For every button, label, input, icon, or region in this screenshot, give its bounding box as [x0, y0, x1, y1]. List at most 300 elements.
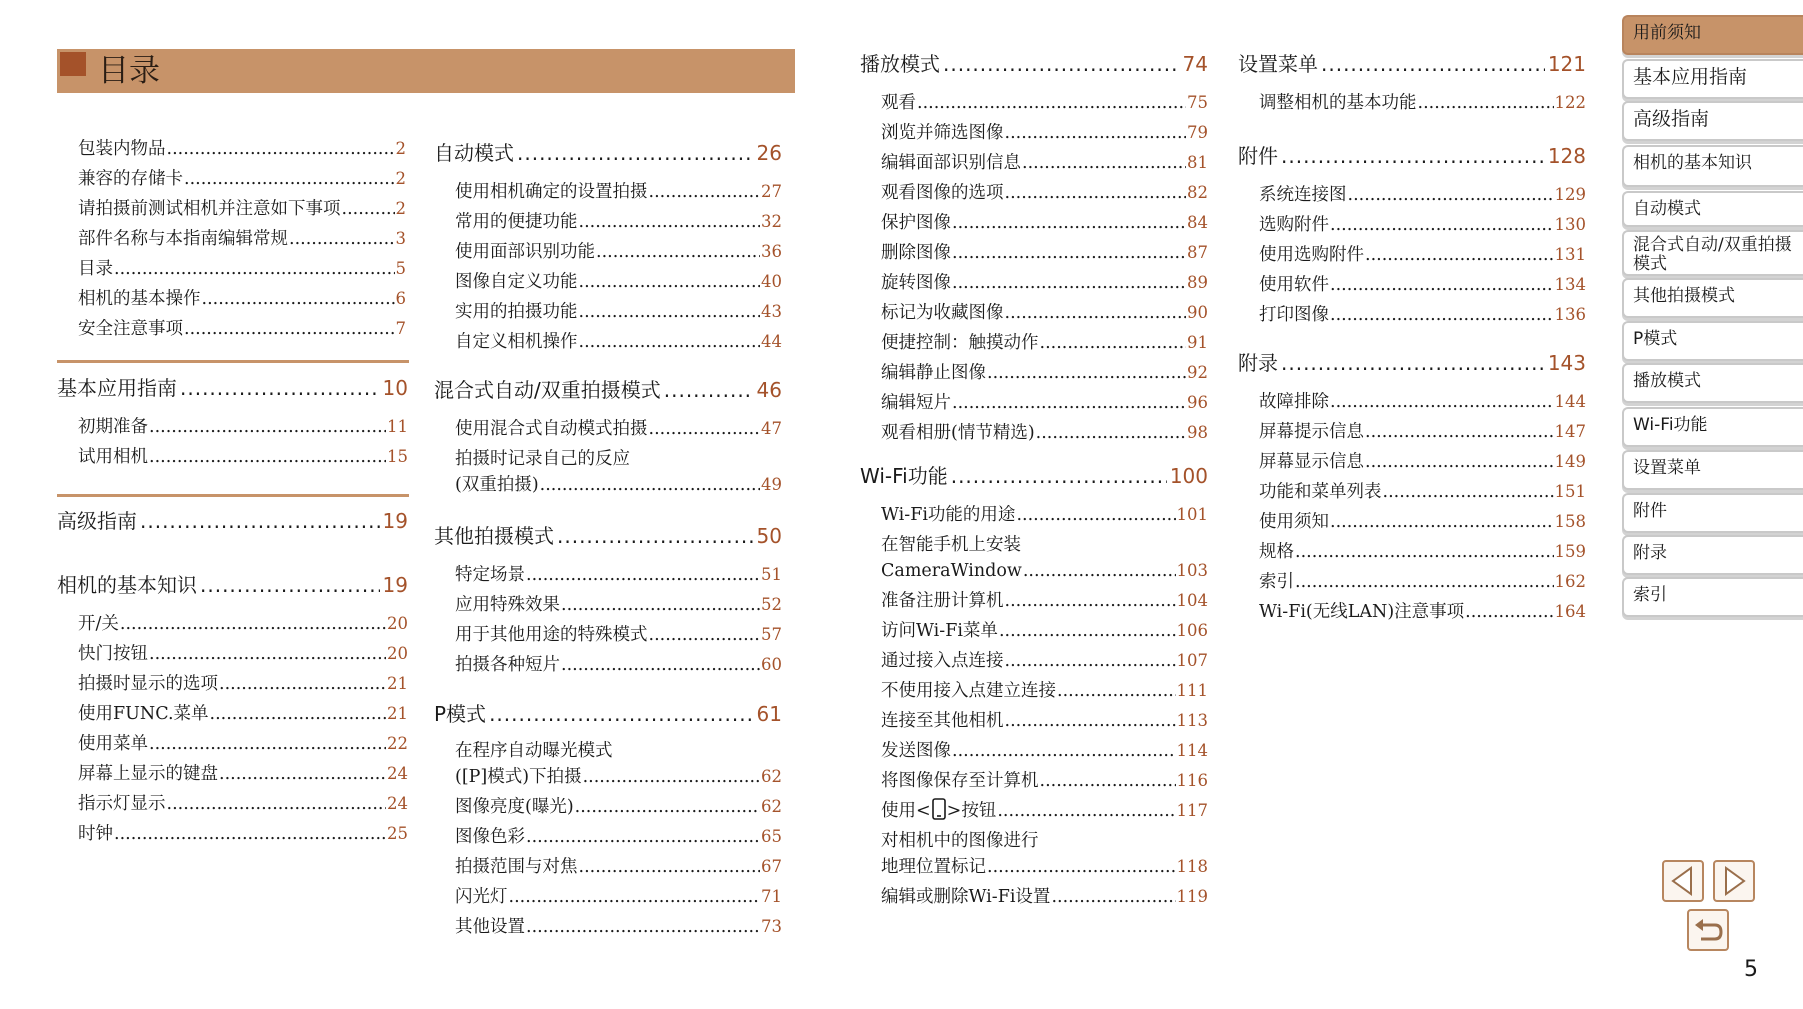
toc-entry-title: 使用FUNC.菜单: [78, 704, 209, 724]
toc-entry-page: 151: [1554, 482, 1586, 501]
toc-entry-title: 使用面部识别功能: [455, 242, 595, 262]
toc-entry-page: 36: [761, 242, 782, 261]
toc-heading[interactable]: [57, 505, 408, 534]
toc-heading[interactable]: [860, 48, 1208, 77]
toc-entry[interactable]: [1259, 180, 1586, 210]
toc-entry-title: Wi-Fi功能的用途: [881, 505, 1016, 525]
sidebar-tab[interactable]: 设置菜单: [1622, 450, 1803, 490]
toc-entry-page: 89: [1187, 273, 1208, 292]
dot-leader: [202, 285, 395, 314]
toc-heading-page: 10: [382, 376, 408, 400]
toc-entry[interactable]: [881, 268, 1208, 298]
toc-entry-page: 75: [1187, 93, 1208, 112]
dot-leader: [579, 208, 761, 237]
dot-leader: [649, 415, 761, 444]
toc-entry-page: 60: [761, 655, 782, 674]
toc-entry-page: 96: [1187, 393, 1208, 412]
dot-leader: [1281, 144, 1545, 168]
toc-entry[interactable]: [455, 822, 782, 852]
toc-entry-title: 选购附件: [1259, 215, 1329, 235]
toc-entry-page: 47: [761, 419, 782, 438]
toc-entry-page: 136: [1554, 305, 1586, 324]
return-button[interactable]: [1687, 909, 1729, 951]
toc-entry-title: 拍摄时显示的选项: [78, 674, 218, 694]
toc-entry-page: 117: [1176, 801, 1208, 820]
toc-entry-title: 索引: [1259, 572, 1294, 592]
toc-entry[interactable]: [455, 177, 782, 207]
dot-leader: [579, 853, 761, 882]
toc-heading-title: 高级指南: [57, 509, 137, 533]
toc-heading-title: 混合式自动/双重拍摄模式: [434, 378, 661, 402]
toc-entry-page: 21: [387, 674, 408, 693]
toc-entry-title: 相机的基本操作: [78, 289, 201, 309]
toc-entry-title: 图像自定义功能: [455, 272, 578, 292]
sidebar-tab[interactable]: 基本应用指南: [1622, 59, 1803, 99]
sidebar-tab[interactable]: 相机的基本知识: [1622, 145, 1803, 187]
section-divider: [57, 360, 409, 363]
toc-entry[interactable]: [881, 616, 1208, 646]
title-bar: [57, 49, 795, 93]
toc-entry[interactable]: [455, 446, 782, 498]
toc-entry-page: 52: [761, 595, 782, 614]
toc-section-auto-mode: [434, 137, 782, 357]
sidebar-tab[interactable]: 混合式自动/双重拍摄模式: [1622, 230, 1803, 276]
dot-leader: [1022, 149, 1186, 178]
sidebar-tab[interactable]: 高级指南: [1622, 101, 1803, 141]
dot-leader: [1023, 558, 1176, 584]
toc-entry-title: ([P]模式)下拍摄: [455, 767, 582, 787]
toc-entry-title: 请拍摄前测试相机并注意如下事项: [78, 199, 341, 219]
toc-section-wifi: [860, 460, 1208, 912]
toc-section-intro: [78, 134, 406, 344]
toc-entry-line2: [455, 764, 782, 790]
toc-entry-title: 旋转图像: [881, 273, 951, 293]
toc-heading-page: 61: [756, 702, 782, 726]
dot-leader: [149, 640, 386, 669]
dot-leader: [526, 561, 760, 590]
toc-entry[interactable]: [1259, 387, 1586, 417]
toc-entry[interactable]: [881, 388, 1208, 418]
toc-heading[interactable]: [434, 698, 782, 727]
dot-leader: [561, 651, 760, 680]
toc-entry[interactable]: [881, 118, 1208, 148]
toc-entry-page: 144: [1554, 392, 1586, 411]
toc-entry-title: 浏览并筛选图像: [881, 123, 1004, 143]
toc-entry-page: 11: [387, 417, 408, 436]
dot-leader: [210, 700, 386, 729]
dot-leader: [180, 376, 380, 400]
toc-entry-title: 部件名称与本指南编辑常规: [78, 229, 288, 249]
toc-heading[interactable]: [860, 460, 1208, 489]
toc-entry-page: 27: [761, 182, 782, 201]
toc-entry[interactable]: [455, 912, 782, 942]
dot-leader: [1281, 351, 1545, 375]
toc-entry-page: 147: [1554, 422, 1586, 441]
dot-leader: [952, 269, 1186, 298]
toc-entry-title: 访问Wi-Fi菜单: [881, 621, 998, 641]
title-square-icon: [60, 52, 86, 76]
toc-entry-title: 准备注册计算机: [881, 591, 1004, 611]
dot-leader: [219, 760, 386, 789]
dot-leader: [596, 238, 760, 267]
toc-entry-page: 2: [395, 199, 406, 218]
toc-entry-page: 98: [1187, 423, 1208, 442]
toc-entry[interactable]: [78, 412, 408, 442]
toc-section-camera-basics: [57, 569, 408, 849]
toc-heading-page: 19: [382, 509, 408, 533]
dot-leader: [140, 509, 380, 533]
toc-entry-line2: [455, 472, 782, 498]
dot-leader: [1005, 119, 1187, 148]
toc-entry-page: 49: [761, 475, 782, 494]
dot-leader: [1330, 301, 1554, 330]
dot-leader: [1365, 448, 1554, 477]
dot-leader: [579, 328, 761, 357]
toc-entry-line2: [881, 558, 1208, 584]
toc-entry-title: 编辑短片: [881, 393, 951, 413]
toc-entry-title: 试用相机: [78, 447, 148, 467]
toc-entry[interactable]: [78, 699, 408, 729]
sidebar-tab[interactable]: 其他拍摄模式: [1622, 278, 1803, 318]
toc-entry-title: 开/关: [78, 614, 119, 634]
toc-entry[interactable]: [881, 532, 1208, 584]
toc-entry-title-line1: 在程序自动曝光模式: [455, 741, 613, 761]
toc-heading-title: 自动模式: [434, 141, 514, 165]
toc-entry[interactable]: [78, 669, 408, 699]
toc-entry[interactable]: [78, 442, 408, 472]
toc-entry[interactable]: [881, 358, 1208, 388]
dot-leader: [1016, 501, 1175, 530]
toc-entry-title: 使用相机确定的设置拍摄: [455, 182, 648, 202]
toc-entry[interactable]: [1259, 240, 1586, 270]
toc-heading-title: 附录: [1238, 351, 1278, 375]
sidebar-tab[interactable]: Wi-Fi功能: [1622, 407, 1803, 447]
toc-heading-page: 74: [1182, 52, 1208, 76]
dot-leader: [579, 298, 761, 327]
toc-entry-page: 81: [1187, 153, 1208, 172]
toc-entry-title: 快门按钮: [78, 644, 148, 664]
toc-entry[interactable]: [455, 560, 782, 590]
dot-leader: [149, 413, 386, 442]
toc-entry[interactable]: [881, 298, 1208, 328]
toc-entry-title: 使用选购附件: [1259, 245, 1364, 265]
toc-entry-title: CameraWindow: [881, 561, 1022, 581]
toc-entry[interactable]: [455, 852, 782, 882]
dot-leader: [149, 443, 386, 472]
toc-heading-page: 128: [1547, 144, 1586, 168]
toc-entry-title: 故障排除: [1259, 392, 1329, 412]
toc-entry[interactable]: [881, 500, 1208, 530]
dot-leader: [561, 591, 760, 620]
triangle-left-icon: [1664, 862, 1702, 900]
toc-heading[interactable]: [434, 520, 782, 549]
dot-leader: [120, 610, 386, 639]
toc-entry[interactable]: [881, 828, 1208, 880]
dot-leader: [342, 195, 395, 224]
dot-leader: [167, 790, 387, 819]
toc-entry[interactable]: [881, 796, 1208, 826]
toc-entry[interactable]: [881, 882, 1208, 912]
toc-entry[interactable]: [1259, 210, 1586, 240]
toc-heading[interactable]: [1238, 140, 1586, 169]
toc-entry-page: 119: [1176, 887, 1208, 906]
toc-section-hybrid-auto: [434, 374, 782, 500]
toc-entry-title: 使用软件: [1259, 275, 1329, 295]
toc-entry-page: 22: [387, 734, 408, 753]
toc-entry[interactable]: [881, 766, 1208, 796]
toc-entry-title: 特定场景: [455, 565, 525, 585]
dot-leader: [1348, 181, 1554, 210]
toc-entry[interactable]: [881, 586, 1208, 616]
toc-entry-page: 159: [1554, 542, 1586, 561]
dot-leader: [1005, 647, 1176, 676]
toc-entry-page: 21: [387, 704, 408, 723]
sidebar-tab[interactable]: 索引: [1622, 577, 1803, 617]
toc-entry-page: 87: [1187, 243, 1208, 262]
dot-leader: [1005, 707, 1176, 736]
toc-entry-page: 158: [1554, 512, 1586, 531]
toc-entry[interactable]: [1259, 417, 1586, 447]
toc-entry-page: 131: [1554, 245, 1586, 264]
dot-leader: [1465, 598, 1553, 627]
toc-entry[interactable]: [455, 792, 782, 822]
toc-entry-title: 地理位置标记: [881, 857, 986, 877]
toc-entry-title: 删除图像: [881, 243, 951, 263]
toc-section-appendix: [1238, 347, 1586, 627]
toc-entry-title: 屏幕上显示的键盘: [78, 764, 218, 784]
page-title: 目录: [98, 53, 160, 89]
dot-leader: [489, 702, 753, 726]
toc-entry[interactable]: [78, 284, 406, 314]
dot-leader: [557, 524, 754, 548]
toc-entry-page: 92: [1187, 363, 1208, 382]
dot-leader: [1036, 419, 1186, 448]
toc-entry[interactable]: [1259, 507, 1586, 537]
toc-heading-page: 26: [756, 141, 782, 165]
toc-entry[interactable]: [78, 224, 406, 254]
toc-entry[interactable]: [78, 254, 406, 284]
dot-leader: [114, 255, 395, 284]
toc-heading[interactable]: [57, 372, 408, 401]
dot-leader: [1005, 587, 1176, 616]
toc-entry-page: 2: [395, 169, 406, 188]
dot-leader: [1365, 241, 1554, 270]
toc-entry-page: 114: [1176, 741, 1208, 760]
toc-entry-title: 初期准备: [78, 417, 148, 437]
toc-entry[interactable]: [1259, 567, 1586, 597]
toc-entry[interactable]: [78, 194, 406, 224]
toc-heading-title: 基本应用指南: [57, 376, 177, 400]
toc-heading-title: 相机的基本知识: [57, 573, 197, 597]
toc-entry[interactable]: [1259, 477, 1586, 507]
toc-entry[interactable]: [78, 314, 406, 344]
toc-entry-page: 24: [387, 794, 408, 813]
dot-leader: [1330, 271, 1554, 300]
toc-entry-page: 40: [761, 272, 782, 291]
toc-entry[interactable]: [1259, 88, 1586, 118]
toc-heading[interactable]: [434, 137, 782, 166]
dot-leader: [184, 165, 395, 194]
sidebar-tab[interactable]: 自动模式: [1622, 191, 1803, 227]
toc-entry[interactable]: [455, 327, 782, 357]
toc-entry[interactable]: [455, 297, 782, 327]
toc-entry[interactable]: [78, 759, 408, 789]
toc-entry-page: 73: [761, 917, 782, 936]
toc-entry-title: 目录: [78, 259, 113, 279]
toc-entry[interactable]: [881, 178, 1208, 208]
sidebar-tab[interactable]: 附录: [1622, 535, 1803, 575]
toc-heading-page: 121: [1547, 52, 1586, 76]
toc-entry-title: 时钟: [78, 824, 113, 844]
toc-entry-title: 安全注意事项: [78, 319, 183, 339]
dot-leader: [289, 225, 395, 254]
toc-entry[interactable]: [1259, 300, 1586, 330]
dot-leader: [952, 209, 1186, 238]
toc-entry[interactable]: [78, 639, 408, 669]
toc-entry[interactable]: [881, 328, 1208, 358]
sidebar-tab[interactable]: P模式: [1622, 321, 1803, 361]
toc-entry[interactable]: [881, 208, 1208, 238]
dot-leader: [575, 793, 760, 822]
toc-entry-page: 62: [761, 767, 782, 786]
toc-entry-page: 134: [1554, 275, 1586, 294]
mobile-phone-icon: [931, 798, 947, 820]
toc-entry-title: (双重拍摄): [455, 475, 539, 495]
toc-entry-title-line1: 拍摄时记录自己的反应: [455, 449, 630, 469]
dot-leader: [1057, 677, 1176, 706]
toc-entry[interactable]: [881, 88, 1208, 118]
toc-entry[interactable]: [78, 789, 408, 819]
toc-entry-page: 5: [395, 259, 406, 278]
toc-entry-title: 用于其他用途的特殊模式: [455, 625, 648, 645]
toc-heading-page: 143: [1547, 351, 1586, 375]
toc-entry-title: 通过接入点连接: [881, 651, 1004, 671]
toc-heading-title: 播放模式: [860, 52, 940, 76]
dot-leader: [219, 670, 386, 699]
toc-entry-page: 2: [395, 139, 406, 158]
toc-heading[interactable]: [434, 374, 782, 403]
dot-leader: [649, 621, 761, 650]
toc-entry[interactable]: [455, 414, 782, 444]
toc-entry-page: 44: [761, 332, 782, 351]
toc-entry-page: 51: [761, 565, 782, 584]
toc-entry[interactable]: [881, 238, 1208, 268]
toc-heading-page: 19: [382, 573, 408, 597]
toc-entry-title: 图像色彩: [455, 827, 525, 847]
toc-entry[interactable]: [1259, 447, 1586, 477]
dot-leader: [1051, 883, 1175, 912]
toc-heading[interactable]: [1238, 48, 1586, 77]
dot-leader: [664, 378, 754, 402]
toc-entry-title: 使用混合式自动模式拍摄: [455, 419, 648, 439]
toc-entry-title: 使用菜单: [78, 734, 148, 754]
toc-entry[interactable]: [78, 134, 406, 164]
toc-entry-page: 15: [387, 447, 408, 466]
toc-section-other-modes: [434, 520, 782, 680]
toc-entry[interactable]: [1259, 537, 1586, 567]
dot-leader: [149, 730, 386, 759]
dot-leader: [997, 797, 1175, 826]
toc-entry[interactable]: [78, 609, 408, 639]
toc-entry[interactable]: [78, 729, 408, 759]
toc-heading-page: 50: [756, 524, 782, 548]
toc-entry[interactable]: [881, 418, 1208, 448]
dot-leader: [1383, 478, 1554, 507]
toc-heading-title: Wi-Fi功能: [860, 464, 948, 488]
toc-entry-title: 观看图像的选项: [881, 183, 1004, 203]
toc-entry-line2: [881, 854, 1208, 880]
toc-entry-title: 兼容的存储卡: [78, 169, 183, 189]
toc-section-p-mode: [434, 698, 782, 942]
toc-section-accessories: [1238, 140, 1586, 330]
toc-entry[interactable]: [881, 148, 1208, 178]
section-divider: [57, 494, 409, 497]
toc-entry-page: 122: [1554, 93, 1586, 112]
toc-entry-page: 149: [1554, 452, 1586, 471]
dot-leader: [943, 52, 1180, 76]
next-page-button[interactable]: [1713, 860, 1755, 902]
dot-leader: [987, 359, 1186, 388]
toc-entry[interactable]: [455, 267, 782, 297]
toc-heading-title: P模式: [434, 702, 487, 726]
toc-entry-page: 116: [1176, 771, 1208, 790]
toc-entry[interactable]: [455, 738, 782, 790]
dot-leader: [1040, 329, 1187, 358]
toc-entry[interactable]: [455, 620, 782, 650]
dot-leader: [952, 737, 1176, 766]
toc-entry-title: 调整相机的基本功能: [1259, 93, 1417, 113]
toc-entry[interactable]: [455, 237, 782, 267]
toc-entry[interactable]: [1259, 597, 1586, 627]
sidebar-tab[interactable]: 播放模式: [1622, 363, 1803, 403]
toc-entry[interactable]: [455, 207, 782, 237]
toc-entry[interactable]: [881, 676, 1208, 706]
toc-section-advanced-guide: [57, 505, 408, 534]
toc-entry-title: 实用的拍摄功能: [455, 302, 578, 322]
dot-leader: [1005, 299, 1187, 328]
toc-entry[interactable]: [455, 882, 782, 912]
toc-entry[interactable]: [78, 819, 408, 849]
prev-page-button[interactable]: [1662, 860, 1704, 902]
dot-leader: [1005, 179, 1187, 208]
toc-entry-title: 打印图像: [1259, 305, 1329, 325]
toc-entry-page: 111: [1176, 681, 1208, 700]
toc-entry-page: 164: [1554, 602, 1586, 621]
toc-entry-title: 使用< >按钮: [881, 797, 996, 826]
toc-entry-title: 闪光灯: [455, 887, 508, 907]
toc-entry-page: 65: [761, 827, 782, 846]
toc-heading-title: 设置菜单: [1238, 52, 1318, 76]
toc-entry[interactable]: [455, 650, 782, 680]
toc-entry-title: 常用的便捷功能: [455, 212, 578, 232]
toc-entry[interactable]: [78, 164, 406, 194]
toc-entry-title: 功能和菜单列表: [1259, 482, 1382, 502]
toc-entry[interactable]: [1259, 270, 1586, 300]
toc-heading[interactable]: [57, 569, 408, 598]
toc-entry-page: 82: [1187, 183, 1208, 202]
toc-entry-title: 应用特殊效果: [455, 595, 560, 615]
sidebar-tab[interactable]: 附件: [1622, 493, 1803, 533]
toc-entry[interactable]: [881, 646, 1208, 676]
dot-leader: [540, 472, 760, 498]
sidebar-tab[interactable]: 用前须知: [1622, 15, 1803, 55]
dot-leader: [526, 823, 760, 852]
toc-entry[interactable]: [455, 590, 782, 620]
toc-entry[interactable]: [881, 706, 1208, 736]
toc-heading[interactable]: [1238, 347, 1586, 376]
toc-entry-page: 104: [1176, 591, 1208, 610]
toc-entry[interactable]: [881, 736, 1208, 766]
